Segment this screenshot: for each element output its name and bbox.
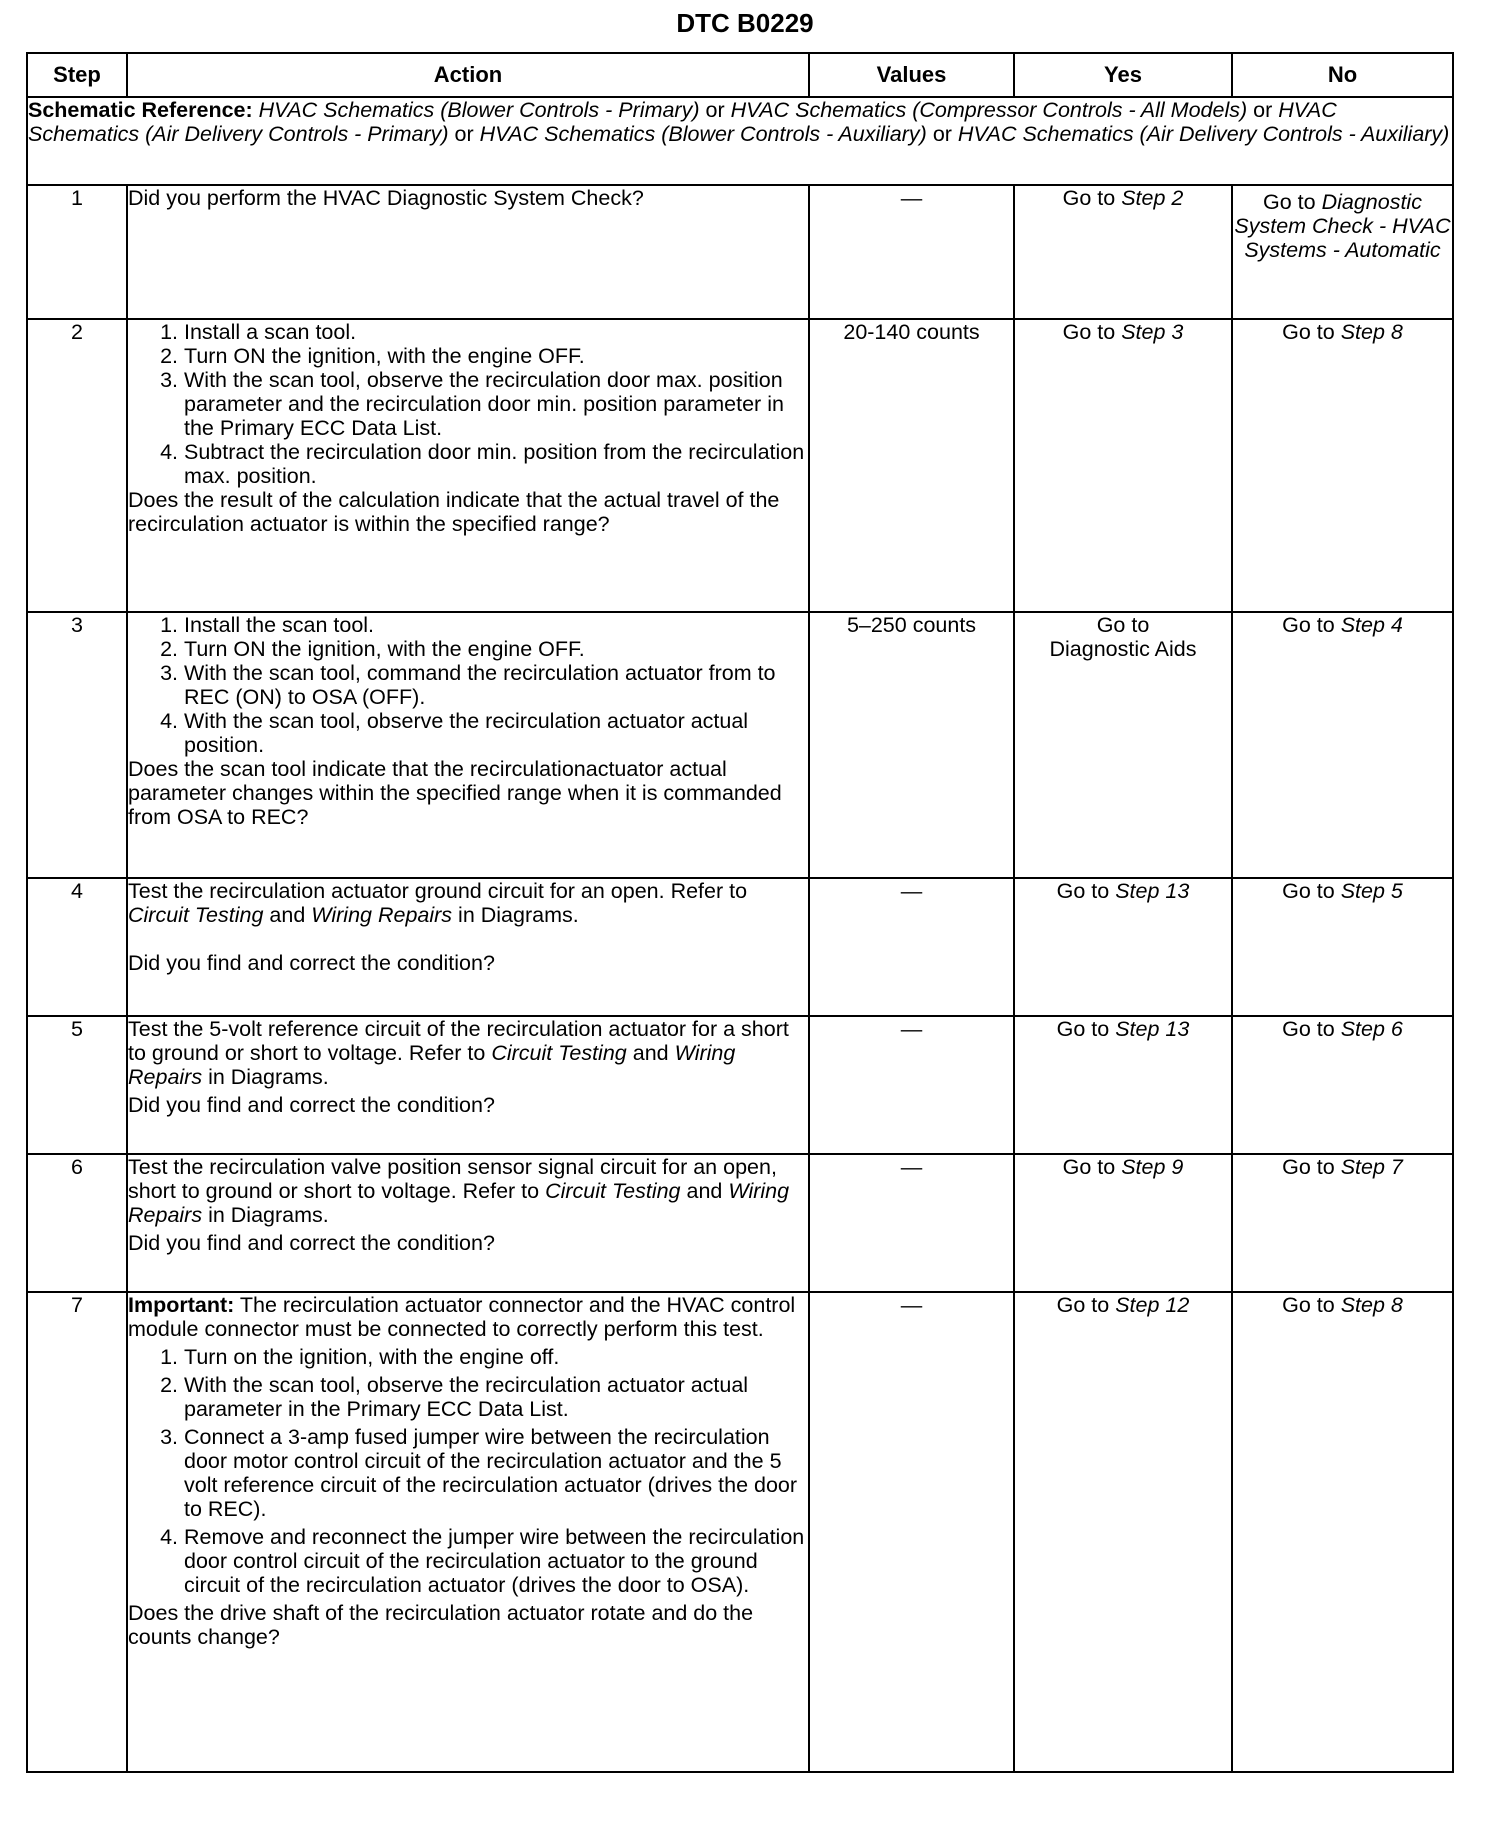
procedure-step: 2. With the scan tool, observe the recirculation actuator actual parameter in the Primary ECC Data List. (184, 1373, 808, 1421)
header-row (27, 53, 1453, 97)
table-row (27, 319, 1453, 612)
action-question: Did you perform the HVAC Diagnostic System Check? (128, 186, 644, 210)
yes-prefix: Go to (1056, 1017, 1116, 1041)
no-prefix: Go to (1282, 613, 1341, 637)
action-question: Does the result of the calculation indicate that the actual travel of the recirculation actuator is within the specified range? (128, 488, 780, 536)
procedure-step: 1. Turn on the ignition, with the engine off. (184, 1345, 808, 1369)
yes-prefix: Go to (1062, 1155, 1122, 1179)
procedure-step: 3. Connect a 3-amp fused jumper wire between the recirculation door motor control circuit of the recirculation actuator and the 5 volt reference circuit of the recirculation actuator (drives the door to REC). (184, 1425, 808, 1521)
no-prefix: Go to (1282, 1155, 1341, 1179)
text-run: or (699, 98, 731, 122)
text-run: Test the recirculation actuator ground circuit for an open. Refer to (128, 879, 748, 903)
table-row (27, 878, 1453, 1016)
yes-prefix: Go to (1056, 1293, 1116, 1317)
header-no: No (1232, 53, 1453, 97)
no-link[interactable]: Step 5 (1340, 879, 1403, 903)
yes-cell[interactable] (1014, 878, 1232, 1016)
no-cell[interactable] (1232, 612, 1453, 878)
yes-link[interactable]: Step 13 (1115, 879, 1190, 903)
text-run: in Diagrams. (202, 1203, 329, 1227)
action-cell (127, 878, 809, 1016)
action-cell (127, 319, 809, 612)
action-question: Did you find and correct the condition? (128, 1231, 495, 1255)
reference-link[interactable]: Wiring Repairs (128, 1041, 736, 1089)
header-yes: Yes (1014, 53, 1232, 97)
yes-prefix: Go to (1056, 879, 1116, 903)
procedure-step: 4. With the scan tool, observe the recirculation actuator actual position. (184, 709, 808, 757)
yes-prefix: Go to (1062, 186, 1122, 210)
procedure-step: 2. Turn ON the ignition, with the engine OFF. (184, 344, 808, 368)
yes-link[interactable]: Go to Diagnostic Aids (1049, 613, 1197, 661)
no-prefix: Go to (1282, 320, 1341, 344)
no-link[interactable]: Step 7 (1340, 1155, 1403, 1179)
text-run: in Diagrams. (202, 1065, 329, 1089)
procedure-step: 1. Install a scan tool. (184, 320, 808, 344)
table-row (27, 1016, 1453, 1154)
yes-cell[interactable] (1014, 185, 1232, 319)
values-cell: 20-140 counts (809, 319, 1014, 612)
text-run: or (1247, 98, 1279, 122)
yes-cell[interactable] (1014, 612, 1232, 878)
action-cell (127, 1016, 809, 1154)
no-prefix: Go to (1282, 1293, 1341, 1317)
yes-link[interactable]: Step 3 (1121, 320, 1184, 344)
table-row (27, 1154, 1453, 1292)
procedure-step: 3. With the scan tool, observe the recirculation door max. position parameter and the recirculation door min. position parameter in the Primary ECC Data List. (184, 368, 808, 440)
step-number: 7 (27, 1292, 127, 1772)
values-cell: — (809, 1292, 1014, 1772)
table-row (27, 1292, 1453, 1772)
text-run: Test the recirculation valve position sensor signal circuit for an open, short to ground or short to voltage. Refer to (128, 1155, 777, 1203)
reference-link[interactable]: Circuit Testing (128, 903, 264, 927)
yes-link[interactable]: Step 2 (1121, 186, 1184, 210)
yes-cell[interactable] (1014, 1016, 1232, 1154)
no-cell[interactable] (1232, 1016, 1453, 1154)
header-values: Values (809, 53, 1014, 97)
step-number: 5 (27, 1016, 127, 1154)
values-cell: — (809, 878, 1014, 1016)
step-number: 1 (27, 185, 127, 319)
step-number: 2 (27, 319, 127, 612)
procedure-list (128, 1345, 808, 1597)
action-cell (127, 185, 809, 319)
important-note (128, 1293, 808, 1341)
reference-link[interactable]: Circuit Testing (545, 1179, 681, 1203)
yes-cell[interactable] (1014, 1292, 1232, 1772)
values-cell: — (809, 1154, 1014, 1292)
procedure-step: 2. Turn ON the ignition, with the engine OFF. (184, 637, 808, 661)
action-question: Did you find and correct the condition? (128, 1093, 495, 1117)
yes-prefix: Go to (1062, 320, 1122, 344)
yes-link[interactable]: Step 12 (1115, 1293, 1190, 1317)
text-run: in Diagrams. (452, 903, 579, 927)
action-cell (127, 612, 809, 878)
procedure-step: 4. Subtract the recirculation door min. position from the recirculation max. position. (184, 440, 808, 488)
text-run: or (448, 122, 480, 146)
important-label: Important: (128, 1293, 235, 1317)
reference-link[interactable]: HVAC Schematics (Air Delivery Controls - Auxiliary) (957, 122, 1450, 146)
reference-link[interactable]: Circuit Testing (491, 1041, 627, 1065)
yes-cell[interactable] (1014, 319, 1232, 612)
no-cell[interactable] (1232, 1154, 1453, 1292)
yes-link[interactable]: Step 13 (1115, 1017, 1190, 1041)
reference-link[interactable]: HVAC Schematics (Blower Controls - Primary) (258, 98, 700, 122)
text-run: and (680, 1179, 729, 1203)
reference-link[interactable]: HVAC Schematics (Compressor Controls - All Models) (730, 98, 1248, 122)
table-row (27, 612, 1453, 878)
procedure-list (128, 320, 808, 488)
no-cell[interactable] (1232, 185, 1453, 319)
yes-link[interactable]: Step 9 (1121, 1155, 1184, 1179)
reference-link[interactable]: Wiring Repairs (128, 1179, 790, 1227)
no-link[interactable]: Step 6 (1340, 1017, 1403, 1041)
schematic-reference-row (27, 97, 1453, 185)
schematic-reference-label: Schematic Reference: (28, 98, 253, 122)
step-number: 4 (27, 878, 127, 1016)
header-step: Step (27, 53, 127, 97)
reference-link[interactable]: HVAC Schematics (Blower Controls - Auxiliary) (479, 122, 927, 146)
values-cell: 5–250 counts (809, 612, 1014, 878)
page-title: DTC B0229 (676, 8, 814, 38)
action-question: Did you find and correct the condition? (128, 951, 495, 975)
yes-cell[interactable] (1014, 1154, 1232, 1292)
action-cell (127, 1154, 809, 1292)
reference-link[interactable]: Wiring Repairs (311, 903, 453, 927)
values-cell: — (809, 1016, 1014, 1154)
no-prefix: Go to (1263, 190, 1322, 214)
no-prefix: Go to (1282, 879, 1341, 903)
no-prefix: Go to (1282, 1017, 1341, 1041)
action-instruction (128, 1155, 808, 1227)
procedure-list (128, 613, 808, 757)
procedure-step: 3. With the scan tool, command the recirculation actuator from to REC (ON) to OSA (OFF). (184, 661, 808, 709)
no-cell[interactable] (1232, 1292, 1453, 1772)
no-cell[interactable] (1232, 878, 1453, 1016)
no-link[interactable]: Step 4 (1340, 613, 1403, 637)
action-instruction (128, 879, 808, 927)
table-row (27, 185, 1453, 319)
no-link[interactable]: Step 8 (1340, 1293, 1403, 1317)
values-cell: — (809, 185, 1014, 319)
header-action: Action (127, 53, 809, 97)
important-text: The recirculation actuator connector and the HVAC control module connector must be connected to correctly perform this test. (128, 1293, 796, 1341)
no-link[interactable]: Step 8 (1340, 320, 1403, 344)
diagnostic-table (26, 52, 1454, 1773)
action-cell (127, 1292, 809, 1772)
no-link[interactable]: Diagnostic System Check - HVAC Systems - Automatic (1234, 190, 1451, 262)
procedure-step: 4. Remove and reconnect the jumper wire between the recirculation door control circuit of the recirculation actuator to the ground circuit of the recirculation actuator (drives the door to OSA). (184, 1525, 808, 1597)
step-number: 6 (27, 1154, 127, 1292)
text-run: Test the 5-volt reference circuit of the recirculation actuator for a short to ground or short to voltage. Refer to (128, 1017, 789, 1065)
schematic-reference (27, 97, 1453, 185)
action-question: Does the scan tool indicate that the recirculationactuator actual parameter changes within the specified range when it is commanded from OSA to REC? (128, 757, 782, 829)
text-run: and (626, 1041, 675, 1065)
no-cell[interactable] (1232, 319, 1453, 612)
action-instruction (128, 1017, 808, 1089)
step-number: 3 (27, 612, 127, 878)
text-run: and (263, 903, 312, 927)
reference-link[interactable]: HVAC Schematics (Air Delivery Controls - Primary) (28, 98, 1337, 146)
text-run: or (926, 122, 958, 146)
procedure-step: 1. Install the scan tool. (184, 613, 808, 637)
action-question: Does the drive shaft of the recirculation actuator rotate and do the counts change? (128, 1601, 754, 1649)
